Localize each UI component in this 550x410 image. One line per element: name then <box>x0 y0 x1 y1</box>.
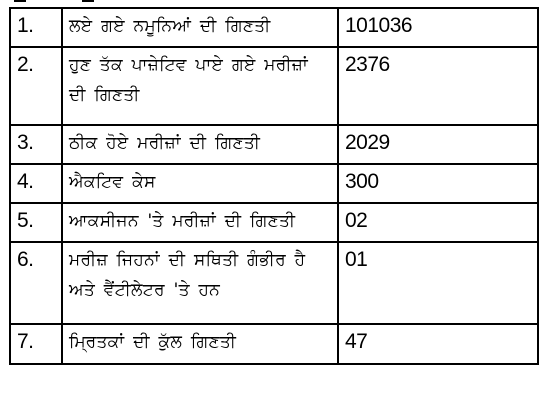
row-number: 7. <box>17 330 34 353</box>
row-number: 2. <box>17 53 34 76</box>
row-label: ਮ੍ਰਿਤਕਾਂ ਦੀ ਕੁੱਲ ਗਿਣਤੀ <box>69 332 237 352</box>
table-row <box>10 8 538 47</box>
row-label: ਐਕਟਿਵ ਕੇਸ <box>69 172 156 192</box>
row-number: 5. <box>17 209 34 232</box>
row-value-cell <box>338 8 538 47</box>
row-number-cell <box>10 164 62 203</box>
row-label-cell <box>62 164 338 203</box>
row-label-cell <box>62 125 338 164</box>
row-label-cell <box>62 8 338 47</box>
row-label: ਮਰੀਜ਼ ਜਿਹਨਾਂ ਦੀ ਸਥਿਤੀ ਗੰਭੀਰ ਹੈ ਅਤੇ ਵੈਂਟੀਲੇਟਰ 'ਤੇ ਹਨ <box>69 250 306 300</box>
row-value: 01 <box>345 248 368 271</box>
row-number: 1. <box>17 14 34 37</box>
row-label: ਲਏ ਗਏ ਨਮੂਨਿਆਂ ਦੀ ਗਿਣਤੀ <box>69 16 271 36</box>
row-number-cell <box>10 125 62 164</box>
table-row <box>10 242 538 324</box>
row-number: 6. <box>17 248 34 271</box>
row-value-cell <box>338 125 538 164</box>
row-label-cell <box>62 242 338 324</box>
row-value: 47 <box>345 330 368 353</box>
row-value-cell <box>338 203 538 242</box>
row-label: ਠੀਕ ਹੋਏ ਮਰੀਜ਼ਾਂ ਦੀ ਗਿਣਤੀ <box>69 133 261 153</box>
row-number: 3. <box>17 131 34 154</box>
row-value-cell <box>338 324 538 364</box>
row-value: 2376 <box>345 53 390 76</box>
row-value-cell <box>338 242 538 324</box>
row-label: ਆਕਸੀਜਨ 'ਤੇ ਮਰੀਜ਼ਾਂ ਦੀ ਗਿਣਤੀ <box>69 211 296 231</box>
row-number-cell <box>10 47 62 125</box>
row-label-cell <box>62 324 338 364</box>
table-row <box>10 125 538 164</box>
row-value: 2029 <box>345 131 390 154</box>
row-value: 300 <box>345 170 379 193</box>
row-value-cell <box>338 164 538 203</box>
table-row <box>10 47 538 125</box>
row-label-cell <box>62 203 338 242</box>
row-number: 4. <box>17 170 34 193</box>
row-number-cell <box>10 324 62 364</box>
table-row <box>10 324 538 364</box>
row-label: ਹੁਣ ਤੱਕ ਪਾਜ਼ੇਟਿਵ ਪਾਏ ਗਏ ਮਰੀਜ਼ਾਂ ਦੀ ਗਿਣਤੀ <box>69 55 308 105</box>
row-number-cell <box>10 242 62 324</box>
table-row <box>10 203 538 242</box>
row-value-cell <box>338 47 538 125</box>
cropped-glyph-fragment <box>14 0 26 5</box>
row-label-cell <box>62 47 338 125</box>
row-number-cell <box>10 203 62 242</box>
covid-statistics-table <box>9 7 539 365</box>
row-number-cell <box>10 8 62 47</box>
row-value: 02 <box>345 209 368 232</box>
row-value: 101036 <box>345 14 413 37</box>
cropped-glyph-fragment <box>82 0 94 5</box>
table-row <box>10 164 538 203</box>
